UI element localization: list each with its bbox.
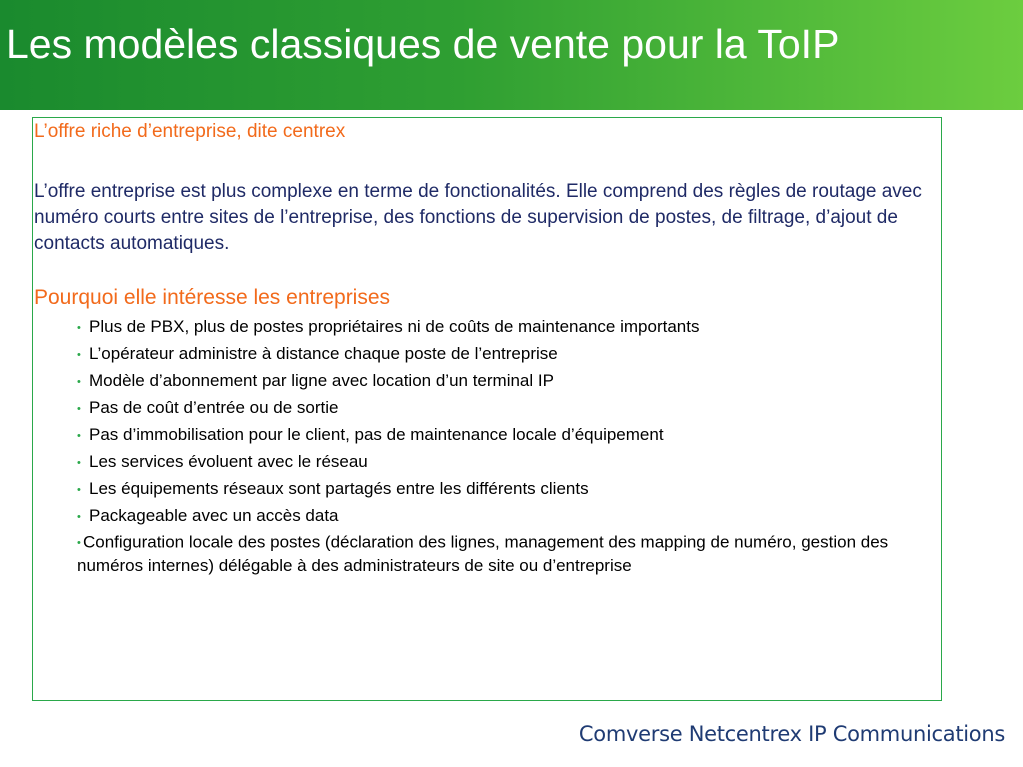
bullet-icon: • — [77, 483, 81, 496]
list-item — [77, 369, 952, 396]
bullet-icon: • — [77, 321, 81, 334]
bullet-icon: • — [77, 402, 81, 415]
list-item — [77, 450, 952, 477]
bullet-text: Configuration locale des postes (déclaration des lignes, management des mapping de numéro, gestion des numéros internes) délégable à des administrateurs de site ou d’entreprise — [77, 532, 889, 575]
bullet-text: Modèle d’abonnement par ligne avec location d’un terminal IP — [89, 371, 554, 390]
list-item — [77, 423, 952, 450]
bullet-icon: • — [77, 348, 81, 361]
bullet-text: Pas d’immobilisation pour le client, pas de maintenance locale d’équipement — [89, 425, 664, 444]
list-item — [77, 531, 952, 577]
content-box — [32, 117, 942, 701]
section-paragraph: L’offre entreprise est plus complexe en terme de fonctionalités. Elle comprend des règles de routage avec numéro courts entre sites de l’entreprise, des fonctions de supervision de postes, de filtrage, d’ajout de contacts automatiques. — [34, 181, 922, 254]
bullet-text: Les équipements réseaux sont partagés entre les différents clients — [89, 479, 589, 498]
list-item — [77, 315, 952, 342]
bullet-text: Packageable avec un accès data — [89, 506, 339, 525]
slide-title: Les modèles classiques de vente pour la ToIP — [6, 21, 840, 67]
section-heading-why: Pourquoi elle intéresse les entreprises — [34, 286, 391, 309]
bullet-icon: • — [77, 456, 81, 469]
list-item — [77, 342, 952, 369]
title-banner — [0, 0, 1023, 110]
footer-brand: Comverse Netcentrex IP Communications — [578, 722, 1005, 746]
bullet-text: L’opérateur administre à distance chaque poste de l’entreprise — [89, 344, 558, 363]
bullet-icon: • — [77, 375, 81, 388]
list-item — [77, 504, 952, 531]
list-item — [77, 396, 952, 423]
section-heading-centrex: L’offre riche d’entreprise, dite centrex — [34, 121, 346, 142]
bullet-text: Pas de coût d’entrée ou de sortie — [89, 398, 339, 417]
list-item — [77, 477, 952, 504]
bullet-text: Plus de PBX, plus de postes propriétaires ni de coûts de maintenance importants — [89, 317, 700, 336]
bullet-icon: • — [77, 537, 81, 549]
bullet-icon: • — [77, 429, 81, 442]
bullet-text: Les services évoluent avec le réseau — [89, 452, 368, 471]
bullet-icon: • — [77, 510, 81, 523]
bullet-list — [77, 315, 952, 577]
